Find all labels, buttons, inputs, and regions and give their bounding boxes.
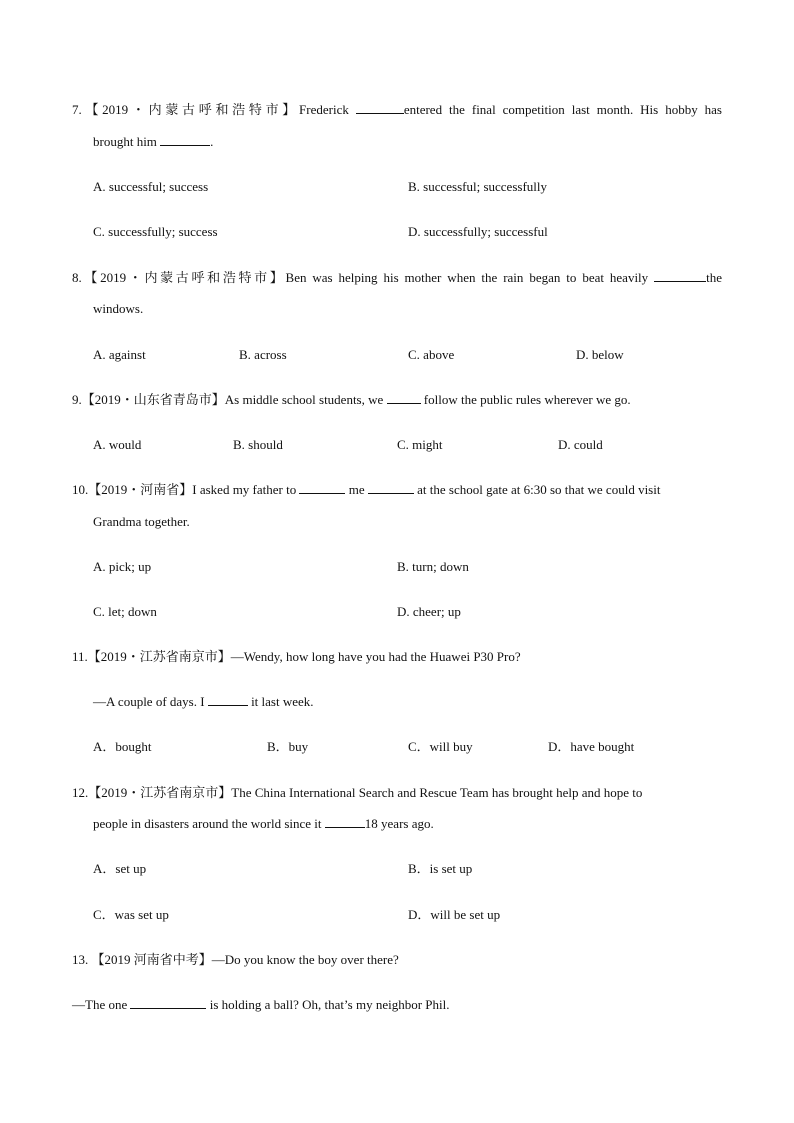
question-10-line-2: Grandma together. [93,514,190,529]
option-a: A. would [93,437,142,452]
option-d: D．have bought [548,739,635,754]
option-b: B. successful; successfully [408,179,548,194]
question-text: The China International Search and Rescue Team has brought help and hope to [231,785,643,800]
question-text: entered the final competition last month. His hobby has [403,102,722,117]
option-b: B. across [239,347,287,362]
option-c: C．will buy [408,739,473,754]
answer-blank [325,816,365,828]
question-text: at the school gate at 6:30 so that we could visit [417,482,661,497]
question-text: the [706,270,722,285]
option-a: A．bought [93,739,152,754]
option-a: A. pick; up [93,559,152,574]
option-c: C. might [397,437,443,452]
question-11-line-1 [72,649,521,665]
question-source: 【2019・江苏省南京市】 [87,649,231,664]
question-text: —The one [72,997,128,1012]
question-number: 9. [72,392,82,407]
question-number: 12. [72,785,89,800]
question-text: Ben was helping his mother when the rain began to beat heavily [285,270,649,285]
question-text: —A couple of days. I [93,694,205,709]
answer-blank [654,270,706,282]
question-text: . [210,134,214,149]
question-source: 【2019・内蒙古呼和浩特市】 [81,270,286,285]
answer-blank [130,997,206,1009]
option-b: B．buy [267,739,309,754]
question-text: —Wendy, how long have you had the Huawei P30 Pro? [230,649,521,664]
option-a: A．set up [93,861,147,876]
option-b: B．is set up [408,861,473,876]
option-c: C. successfully; success [93,224,218,239]
question-source: 【2019・山东省青岛市】 [81,392,225,407]
question-source: 【2019・江苏省南京市】 [88,785,232,800]
answer-blank [160,134,210,146]
question-13-line-1 [72,952,399,968]
answer-blank [368,482,414,494]
question-number: 7. [72,102,82,117]
question-12-line-1 [72,785,642,801]
option-d: D. successfully; successful [408,224,548,239]
question-8-line-2: windows. [93,301,144,316]
option-d: D. could [558,437,603,452]
question-text: me [348,482,365,497]
question-text: brought him [93,134,157,149]
question-number: 8. [72,270,82,285]
question-8-line-1 [72,270,722,286]
option-a: A. successful; success [93,179,209,194]
question-source: 【2019・内蒙古呼和浩特市】 [81,102,300,117]
option-b: B. should [233,437,283,452]
answer-blank [299,482,345,494]
question-9-line-1 [72,392,631,408]
question-11-line-2 [93,694,314,710]
question-text: people in disasters around the world since it [93,816,322,831]
option-a: A. against [93,347,146,362]
question-13-line-2 [72,997,450,1013]
answer-blank [356,102,404,114]
option-d: D．will be set up [408,907,501,922]
question-source: 【2019・河南省】 [88,482,193,497]
question-7-line-1 [72,102,722,118]
option-c: C. let; down [93,604,157,619]
question-text: —Do you know the boy over there? [211,952,399,967]
question-text: As middle school students, we [224,392,384,407]
option-b: B. turn; down [397,559,469,574]
question-number: 13. [72,952,89,967]
option-c: C．was set up [93,907,169,922]
question-text: 18 years ago. [364,816,434,831]
question-text: is holding a ball? Oh, that’s my neighbor Phil. [209,997,450,1012]
question-7-line-2 [93,134,213,150]
option-d: D. below [576,347,624,362]
question-text: it last week. [251,694,314,709]
question-text: I asked my father to [192,482,297,497]
question-source: 【2019 河南省中考】 [91,952,212,967]
question-number: 10. [72,482,89,497]
question-text: Frederick [299,102,349,117]
question-12-line-2 [93,816,434,832]
question-number: 11. [72,649,88,664]
option-d: D. cheer; up [397,604,461,619]
answer-blank [208,694,248,706]
option-c: C. above [408,347,455,362]
question-10-line-1 [72,482,660,498]
question-text: follow the public rules wherever we go. [423,392,631,407]
answer-blank [387,392,421,404]
